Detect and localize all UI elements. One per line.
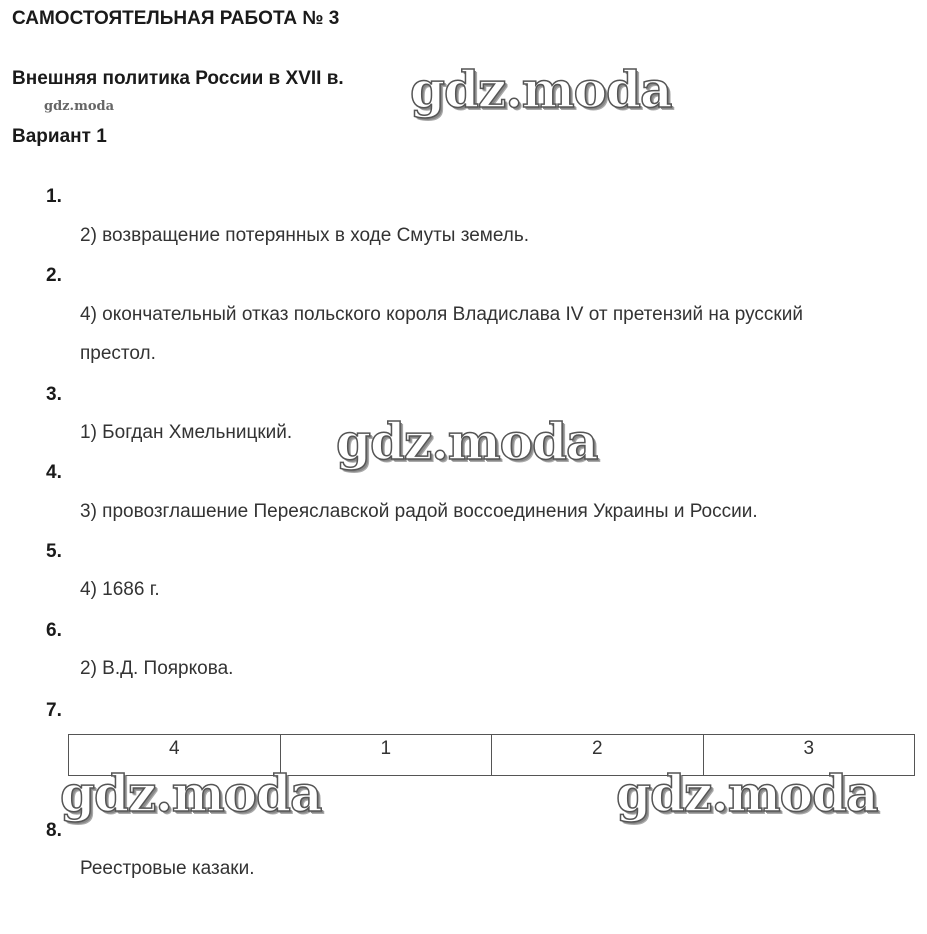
answer-6: 2) В.Д. Пояркова. [80,658,234,679]
table-row [69,735,915,776]
answer-8: Реестровые казаки. [80,858,255,879]
table-cell: 4 [69,735,281,776]
variant-heading: Вариант 1 [12,126,107,147]
question-number-8: 8. [46,820,62,841]
table-cell: 3 [703,735,915,776]
watermark: gdz.moda [336,412,598,471]
question-number-2: 2. [46,265,62,286]
answer-5: 4) 1686 г. [80,579,160,600]
sequence-table [68,734,915,776]
watermark: gdz.moda [60,764,322,823]
topic-heading: Внешняя политика России в XVII в. [12,68,344,89]
watermark: gdz.moda [410,60,672,119]
watermark: gdz.moda [616,764,878,823]
watermark-small: gdz.moda [44,99,115,114]
question-number-1: 1. [46,186,62,207]
answer-2: 4) окончательный отказ польского короля Владислава IV от претензий на русский престол. [80,304,803,364]
page-title: САМОСТОЯТЕЛЬНАЯ РАБОТА № 3 [12,8,340,29]
table-cell: 1 [280,735,492,776]
answer-1: 2) возвращение потерянных в ходе Смуты земель. [80,225,530,246]
question-number-6: 6. [46,620,62,641]
answer-4: 3) провозглашение Переяславской радой воссоединения Украины и России. [80,501,758,522]
table-cell: 2 [492,735,704,776]
question-number-3: 3. [46,384,62,405]
question-number-7: 7. [46,700,62,721]
answer-3: 1) Богдан Хмельницкий. [80,422,293,443]
question-number-5: 5. [46,541,62,562]
question-number-4: 4. [46,462,62,483]
